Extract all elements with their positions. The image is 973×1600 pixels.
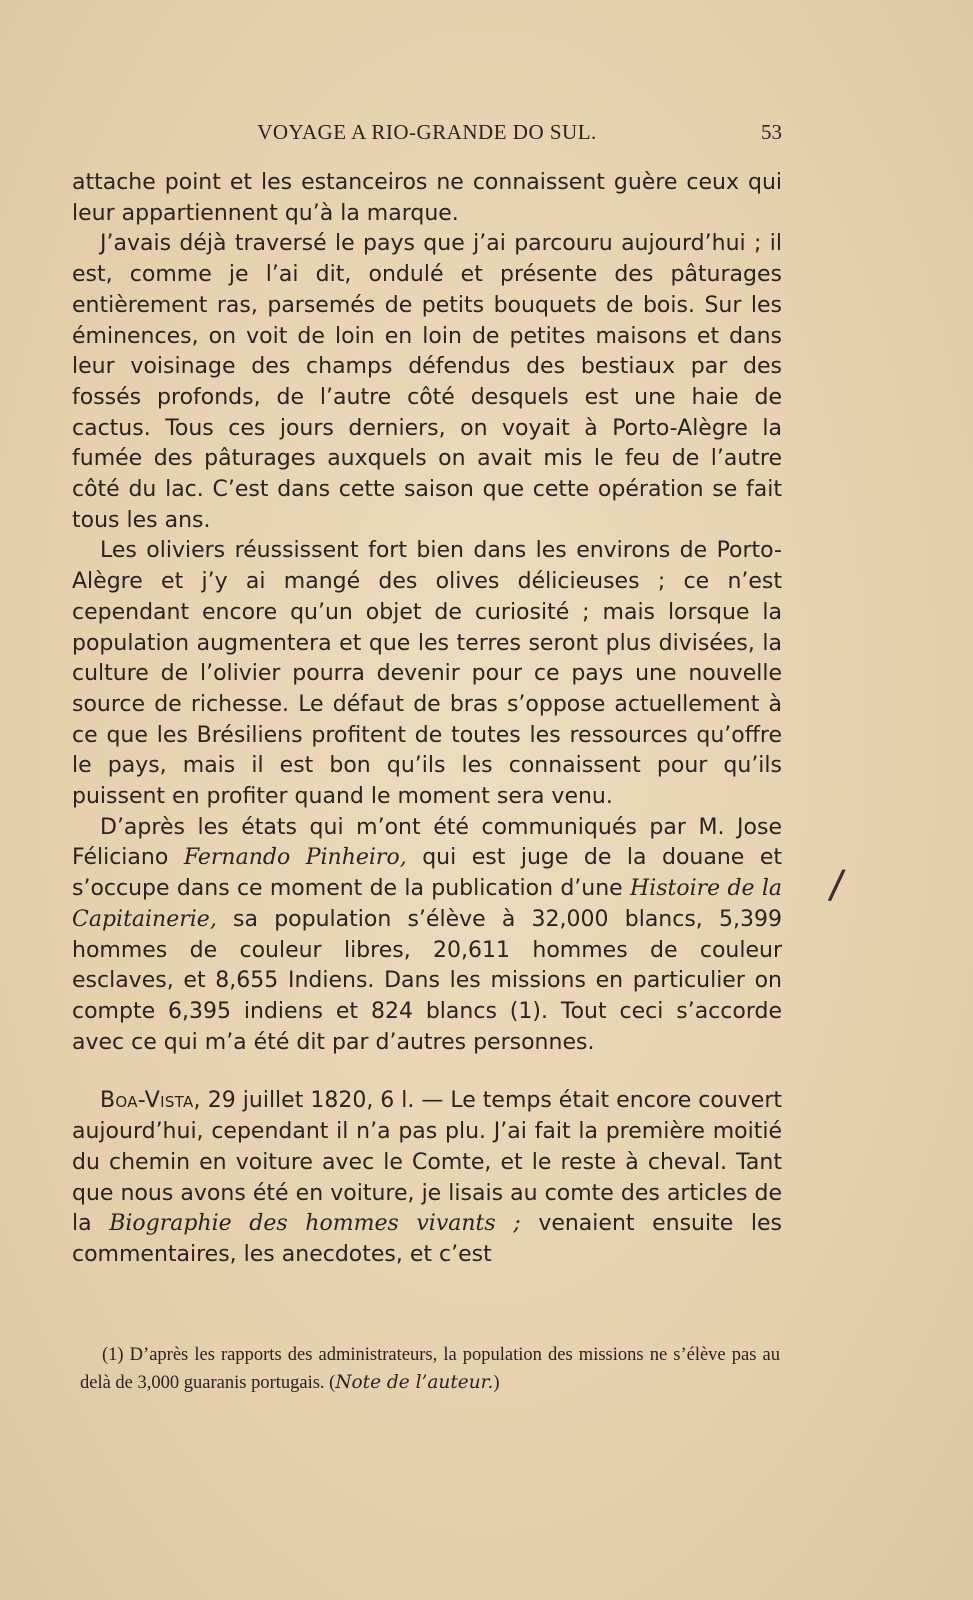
place-name: Boa-Vista,: [100, 1088, 201, 1114]
population-text-a: D’après les états qui m’ont été communiqués par M. Jose Féliciano: [72, 814, 782, 871]
main-text: [72, 168, 782, 1271]
paragraph-olive-trees: Les oliviers réussissent fort bien dans les environs de Porto-Alègre et j’y ai mangé des olives délicieuses ; ce n’est cependant encore qu’un objet de curiosité ; mais lorsque la population augmentera et que les terres seront plus divisées, la culture de l’olivier pourra devenir pour ce pays une nouvelle source de richesse. Le défaut de bras s’oppose actuellement à ce que les Brésiliens profitent de toutes les ressources qu’offre le pays, mais il est bon qu’ils les connaissent pour qu’ils puissent en profiter quand le moment sera venu.: [72, 538, 782, 810]
population-text-b: qui est juge de la douane et s’occupe dans ce moment de la publication d’une: [72, 845, 782, 902]
paragraph-pasture-landscape: J’avais déjà traversé le pays que j’ai parcouru aujourd’hui ; il est, comme je l’ai dit, ondulé et présente des pâturages entièrement ras, parsemés de petits bouquets de bois. Sur les éminences, on voit de loin en loin de petites maisons et dans leur voisinage des champs défendus des bestiaux par des fossés profonds, de l’autre côté desquels est une haie de cactus. Tous ces jours derniers, on voyait à Porto-Alègre la fumée des pâturages auxquels on avait mis le feu de l’autre côté du lac. C’est dans cette saison que cette opération se fait tous les ans.: [72, 231, 782, 533]
book-title-biographie: Biographie des hommes vivants ;: [109, 1211, 521, 1237]
paragraph-continuation: attache point et les estanceiros ne connaissent guère ceux qui leur appartiennent qu’à la marque.: [72, 170, 782, 226]
population-text-c: sa population s’élève à 32,000 blancs, 5,399 hommes de couleur libres, 20,611 hommes de couleur esclaves, et 8,655 Indiens. Dans les missions en particulier on compte 6,395 indiens et 824 blancs (1). Tout ceci s’accorde avec ce qui m’a été dit par d’autres personnes.: [72, 906, 782, 1055]
running-title: VOYAGE A RIO-GRANDE DO SUL.: [257, 120, 597, 144]
footnote: [80, 1342, 780, 1397]
page-header: [72, 120, 782, 152]
margin-pen-mark: /: [826, 861, 847, 909]
paragraph-boa-vista-entry: [72, 1086, 782, 1270]
footnote-text: (1) D’après les rapports des administrateurs, la population des missions ne s’élève pas au delà de 3,000 guaranis portugais. (: [80, 1344, 780, 1393]
entry-text-b: venaient ensuite les commentaires, les anecdotes, et c’est: [72, 1211, 782, 1267]
footnote-attribution: Note de l’auteur.: [335, 1371, 494, 1393]
paragraph-population: [72, 813, 782, 1059]
footnote-close: ): [493, 1372, 500, 1393]
person-name: Fernando Pinheiro,: [183, 845, 407, 871]
book-title-histoire: Histoire de la Capitainerie,: [72, 876, 782, 932]
entry-text-a: 29 juillet 1820, 6 l. — Le temps était encore couvert aujourd’hui, cependant il n’a pas plu. J’ai fait la première moitié du chemin en voiture avec le Comte, et le reste à cheval. Tant que nous avons été en voiture, je lisais au comte des articles de la: [72, 1088, 783, 1237]
page-number: 53: [761, 120, 782, 144]
